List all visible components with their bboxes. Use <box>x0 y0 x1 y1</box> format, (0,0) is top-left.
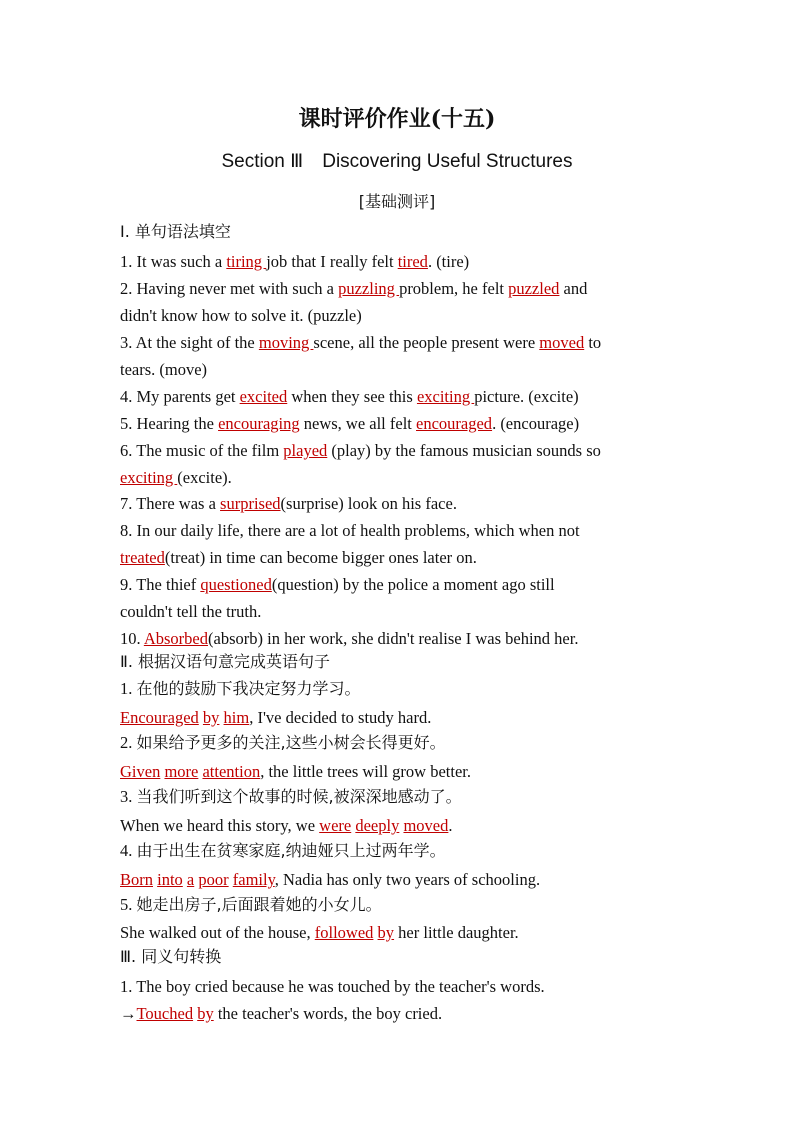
answer-blank: Born <box>120 870 153 889</box>
part2-item-4-en: Born into a poor family, Nadia has only two years of schooling. <box>120 870 541 889</box>
part1-item-8: 8. In our daily life, there are a lot of health problems, which when not <box>120 521 580 540</box>
part2-item-2-cn: 2. 如果给予更多的关注,这些小树会长得更好。 <box>120 733 446 752</box>
part2-item-1-cn: 1. 在他的鼓励下我决定努力学习。 <box>120 679 361 698</box>
part1-item-10: 10. Absorbed(absorb) in her work, she didn't realise I was behind her. <box>120 629 579 648</box>
answer-blank: encouraging <box>218 414 300 433</box>
answer-blank: followed <box>314 923 374 942</box>
arrow-icon: → <box>120 1004 137 1023</box>
part1-item-3-cont: tears. (move) <box>120 360 208 379</box>
part2-item-2-en: Given more attention, the little trees will grow better. <box>120 762 471 781</box>
answer-blank: moved <box>539 333 585 352</box>
part3-item-1: 1. The boy cried because he was touched by the teacher's words. <box>120 977 545 996</box>
part1-item-9: 9. The thief questioned(question) by the police a moment ago still <box>120 575 555 594</box>
part3-heading: Ⅲ. 同义句转换 <box>120 947 222 966</box>
part1-item-7: 7. There was a surprised(surprise) look on his face. <box>120 494 457 513</box>
answer-blank: puzzled <box>508 279 560 298</box>
answer-blank: played <box>283 441 328 460</box>
part1-item-2-cont: didn't know how to solve it. (puzzle) <box>120 306 362 325</box>
answer-blank: attention <box>202 762 261 781</box>
answer-blank: exciting <box>416 387 475 406</box>
answer-blank: tired <box>397 252 428 271</box>
answer-blank: were <box>319 816 352 835</box>
answer-blank: puzzling <box>338 279 400 298</box>
part1-item-6-cont: exciting (excite). <box>120 468 232 487</box>
answer-blank: encouraged <box>416 414 493 433</box>
part1-item-2: 2. Having never met with such a puzzling problem, he felt puzzled and <box>120 279 588 298</box>
answer-blank: him <box>223 708 250 727</box>
answer-blank: treated <box>120 548 165 567</box>
part3-item-1-answer: →Touched by the teacher's words, the boy cried. <box>120 1004 443 1023</box>
part1-item-8-cont: treated(treat) in time can become bigger ones later on. <box>120 548 477 567</box>
part1-item-4: 4. My parents get excited when they see this exciting picture. (excite) <box>120 387 579 406</box>
answer-blank: Given <box>120 762 161 781</box>
part2-item-5-cn: 5. 她走出房子,后面跟着她的小女儿。 <box>120 895 382 914</box>
answer-blank: into <box>157 870 183 889</box>
part2-item-5-en: She walked out of the house, followed by her little daughter. <box>120 923 519 942</box>
answer-blank: moved <box>403 816 449 835</box>
part1-item-3: 3. At the sight of the moving scene, all the people present were moved to <box>120 333 602 352</box>
answer-blank: excited <box>239 387 288 406</box>
part2-heading: Ⅱ. 根据汉语句意完成英语句子 <box>120 652 331 671</box>
part1-item-1: 1. It was such a tiring job that I really felt tired. (tire) <box>120 252 470 271</box>
answer-blank: deeply <box>355 816 400 835</box>
part1-item-6: 6. The music of the film played (play) by the famous musician sounds so <box>120 441 601 460</box>
answer-blank: questioned <box>200 575 272 594</box>
answer-blank: by <box>377 923 395 942</box>
answer-blank: family <box>232 870 275 889</box>
part2-item-3-en: When we heard this story, we were deeply moved. <box>120 816 453 835</box>
part1-item-9-cont: couldn't tell the truth. <box>120 602 262 621</box>
answer-blank: surprised <box>220 494 281 513</box>
answer-blank: by <box>197 1004 214 1023</box>
answer-blank: poor <box>198 870 229 889</box>
answer-blank: moving <box>258 333 314 352</box>
section-tag: [基础测评] <box>358 192 436 211</box>
page-title: 课时评价作业(十五) <box>298 106 496 132</box>
part2-item-4-cn: 4. 由于出生在贫寒家庭,纳迪娅只上过两年学。 <box>120 841 446 860</box>
answer-blank: more <box>164 762 199 781</box>
answer-blank: a <box>186 870 195 889</box>
part1-item-5: 5. Hearing the encouraging news, we all felt encouraged. (encourage) <box>120 414 580 433</box>
section-subtitle: Section Ⅲ Discovering Useful Structures <box>221 151 573 172</box>
answer-blank: tiring <box>226 252 267 271</box>
answer-blank: Encouraged <box>120 708 199 727</box>
part1-heading: Ⅰ. 单句语法填空 <box>120 222 231 241</box>
part2-item-1-en: Encouraged by him, I've decided to study hard. <box>120 708 432 727</box>
answer-blank: Touched <box>136 1004 194 1023</box>
part2-item-3-cn: 3. 当我们听到这个故事的时候,被深深地感动了。 <box>120 787 462 806</box>
answer-blank: exciting <box>120 468 178 487</box>
answer-blank: Absorbed <box>143 629 208 648</box>
answer-blank: by <box>202 708 220 727</box>
